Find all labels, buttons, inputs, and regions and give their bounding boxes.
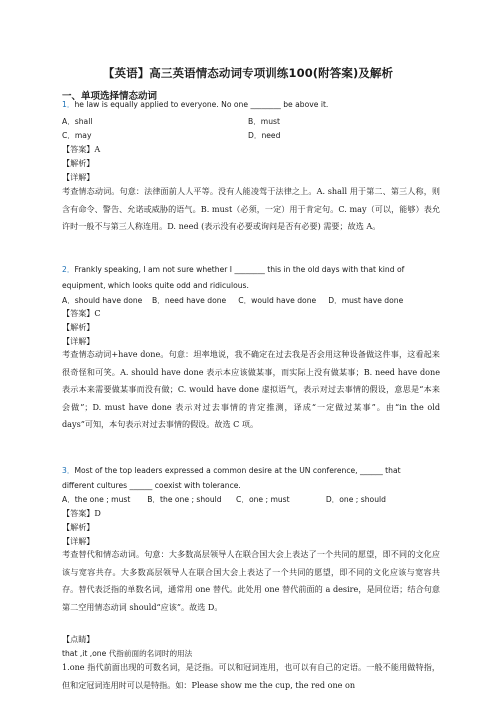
analysis-label: 【解析】 [62,522,95,532]
question-number: 2． [62,265,75,274]
option-a: A．shall [62,117,93,126]
explanation-text: 考查情态动词。句意：法律面前人人平等。没有人能凌驾于法律之上。A. shall 用于第二、第三人称，则含有命令、警告、允诺或威胁的语气。B. must（必须，一定）用于肯定句。C. may（可以，能够）表允许时一般不与第三人称连用。D. need (表示没有必要或询问是否有必要) 需要；故选 A。 [62,186,440,231]
section-heading: 一、单项选择情态动词 [62,91,158,102]
question-1-stem: 1．he law is equally applied to everyone. No one ________ be above it. [62,100,329,109]
answer-label: 【答案】C [62,308,101,318]
option-c: C．may [62,131,92,140]
tip-line: that ,it ,one 代指前面的名词时的用法 [62,649,193,658]
question-3-stem-cont: different cultures ______ coexist with tolerance. [62,481,241,490]
option-b: B．must [248,117,280,126]
question-number: 3． [62,466,75,475]
tip-label: 【点睛】 [62,634,95,644]
tip-text: 1.one 指代前面出现的可数名词，是泛指。可以和冠词连用，也可以有自己的定语。一般不能用做特指，但和定冠词连用时可以是特指。如：Please show me the cup, the red one on [62,662,440,690]
question-number: 1． [62,100,75,109]
detail-label: 【详解】 [62,172,95,182]
analysis-label: 【解析】 [62,322,95,332]
question-2-stem: 2．Frankly speaking, I am not sure whether I ________ this in the old days with that kind of [62,265,405,274]
detail-label: 【详解】 [62,536,95,546]
explanation-text: 考查替代和情态动词。句意：大多数高层领导人在联合国大会上表达了一个共同的愿望，即不同的文化应该与宽容共存。大多数高层领导人在联合国大会上表达了一个共同的愿望，即不同的文化应该与宽容共存。替代表泛指的单数名词，通常用 one 替代。此处用 one 替代前面的 a desire，是同位语；结合句意第二空用情态动词 should“应该”。故选 D。 [62,549,440,612]
question-2-options: A．should have done B．need have done C．would have done D．must have done [62,296,404,305]
option-d: D．need [248,131,281,140]
detail-label: 【详解】 [62,336,95,346]
analysis-label: 【解析】 [62,158,95,168]
explanation-text: 考查情态动词+have done。句意：坦率地说，我不确定在过去我是否会用这种设备做这件事，这看起来很奇怪和可笑。A. should have done 表示本应该做某事，而实际上没有做某事；B. need have done 表示本来需要做某事而没有做；C. would have done 虚拟语气，表示对过去事情的假设，意思是“本来会做”；D. must have done 表示对过去事情的肯定推测，译成“一定做过某事”。由“in the old days”可知，本句表示对过去事情的假设。故选 C 项。 [62,349,440,429]
question-3-stem: 3．Most of the top leaders expressed a common desire at the UN conference, ______ that [62,466,401,475]
question-2-stem-cont: equipment, which looks quite odd and ridiculous. [62,281,249,290]
question-3-options: A．the one ; must B．the one ; should C．one ; must D．one ; should [62,495,386,504]
answer-label: 【答案】A [62,144,101,154]
document-title: 【英语】高三英语情态动词专项训练100(附答案)及解析 [102,66,394,80]
answer-label: 【答案】D [62,508,101,518]
